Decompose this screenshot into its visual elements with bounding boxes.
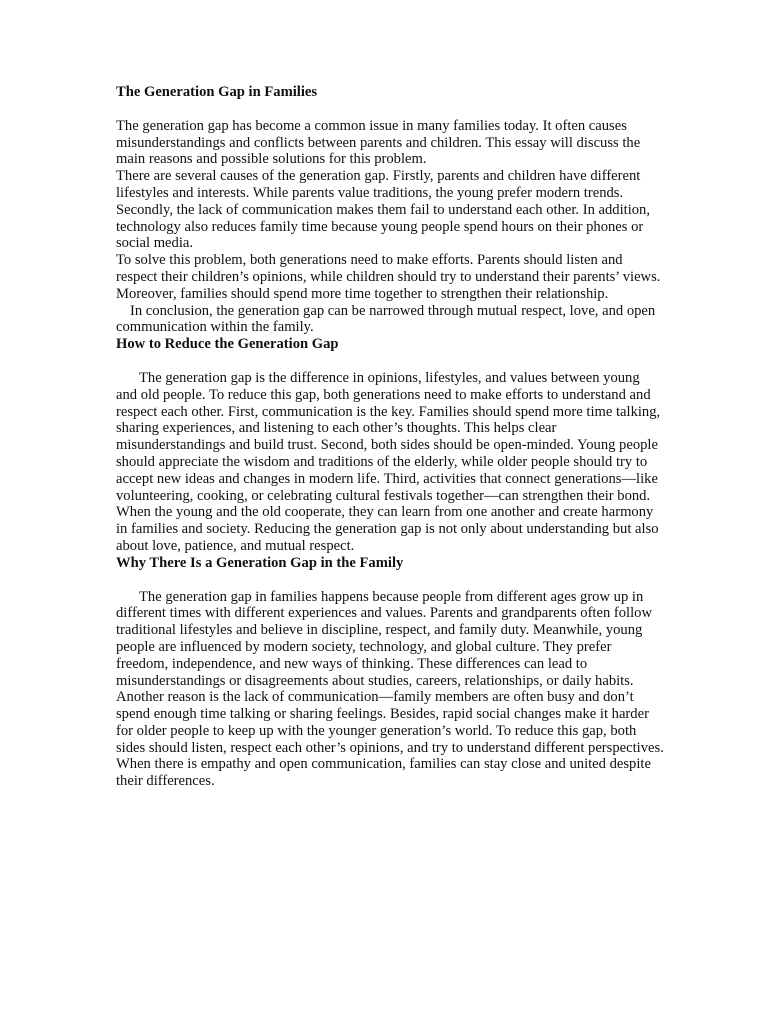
paragraph-how-to-reduce: The generation gap is the difference in opinions, lifestyles, and values between young and old people. To reduce this gap, both generations need to make efforts to understand and respect each other. First, communication is the key. Families should spend more time talking, sharing experiences, and listening to each other’s thoughts. This helps clear misunderstandings and build trust. Second, both sides should be open-minded. Young people should appreciate the wisdom and traditions of the elderly, while older people should try to accept new ideas and changes in modern life. Third, activities that connect generations—like volunteering, cooking, or celebrating cultural festivals together—can strengthen their bond. When the young and the old cooperate, they can learn from one another and create harmony in families and society. Reducing the generation gap is not only about understanding but also about love, patience, and mutual respect. [116, 369, 661, 554]
section-title-why-generation-gap: Why There Is a Generation Gap in the Family [116, 554, 404, 571]
paragraph-why-generation-gap: The generation gap in families happens because people from different ages grow up in different times with different experiences and values. Parents and grandparents often follow traditional lifestyles and believe in discipline, respect, and family duty. Meanwhile, young people are influenced by modern society, technology, and global culture. They prefer freedom, independence, and new ways of thinking. These differences can lead to misunderstandings or disagreements about studies, careers, relationships, or daily habits. Another reason is the lack of communication—family members are often busy and don’t spend enough time talking or sharing feelings. Besides, rapid social changes make it harder for older people to keep up with the younger generation’s world. To reduce this gap, both sides should listen, respect each other’s opinions, and try to understand different perspectives. When there is empathy and open communication, families can stay close and united despite their differences. [116, 588, 664, 790]
paragraph-causes: There are several causes of the generation gap. Firstly, parents and children have different lifestyles and interests. While parents value traditions, the young prefer modern trends. Secondly, the lack of communication makes them fail to understand each other. In addition, technology also reduces family time because young people spend hours on their phones or social media. [116, 168, 651, 252]
paragraph-introduction: The generation gap has become a common issue in many families today. It often causes misunderstandings and conflicts between parents and children. This essay will discuss the main reasons and possible solutions for this problem. [116, 117, 641, 168]
section-title-how-to-reduce: How to Reduce the Generation Gap [116, 336, 339, 353]
paragraph-solutions: To solve this problem, both generations need to make efforts. Parents should listen and respect their children’s opinions, while children should try to understand their parents’ views. Moreover, families should spend more time together to strengthen their relationship. [116, 252, 661, 302]
section-title-generation-gap-in-families: The Generation Gap in Families [116, 84, 318, 100]
paragraph-conclusion: In conclusion, the generation gap can be narrowed through mutual respect, love, and open communication within the family. [116, 302, 656, 336]
document-page [116, 84, 664, 790]
